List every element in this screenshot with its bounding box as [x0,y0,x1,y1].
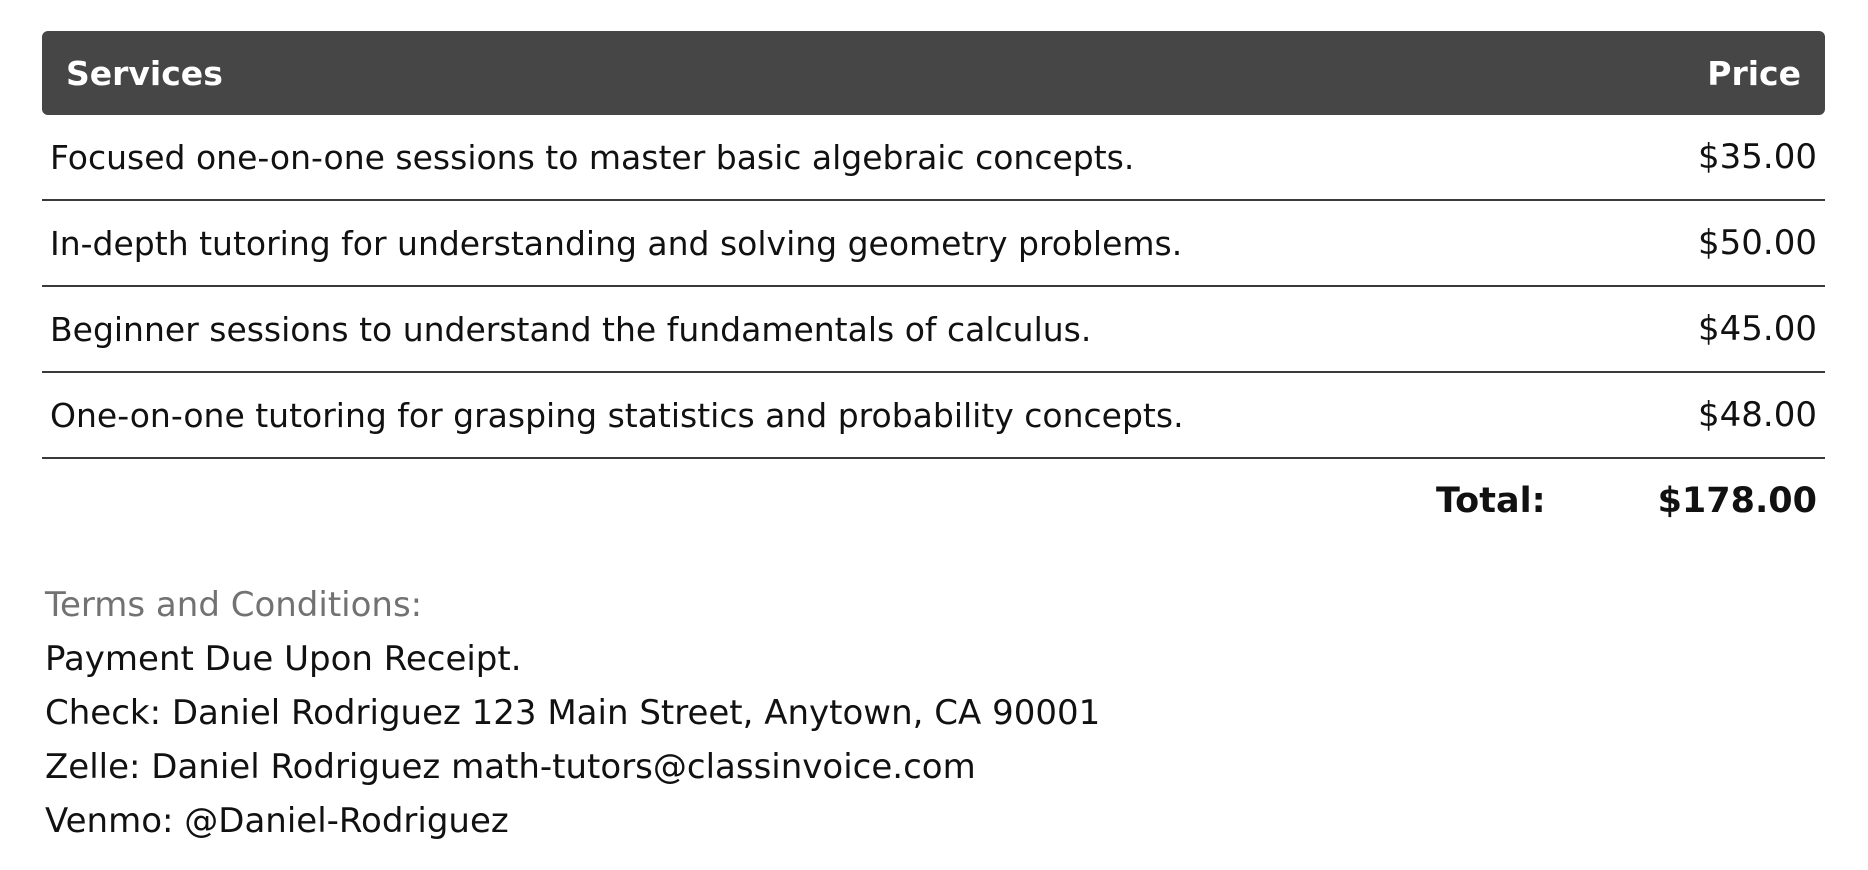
service-description: Focused one-on-one sessions to master basic algebraic concepts. [50,137,1135,177]
terms-section [45,578,1100,848]
table-row [42,287,1825,373]
total-label: Total: [1435,481,1546,521]
total-value: $178.00 [1657,481,1817,521]
terms-line-check: Check: Daniel Rodriguez 123 Main Street, Anytown, CA 90001 [45,693,1101,733]
service-description: In-depth tutoring for understanding and solving geometry problems. [50,223,1183,263]
terms-line-zelle: Zelle: Daniel Rodriguez math-tutors@classinvoice.com [45,747,976,787]
service-price: $48.00 [1698,395,1817,435]
terms-line-venmo: Venmo: @Daniel-Rodriguez [45,801,509,841]
terms-line-payment: Payment Due Upon Receipt. [45,639,522,679]
table-row [42,115,1825,201]
service-price: $35.00 [1698,137,1817,177]
terms-heading: Terms and Conditions: [45,585,423,625]
service-price: $45.00 [1698,309,1817,349]
service-price: $50.00 [1698,223,1817,263]
table-row [42,201,1825,287]
service-description: Beginner sessions to understand the fundamentals of calculus. [50,309,1092,349]
services-column-header: Services [66,53,223,93]
service-description: One-on-one tutoring for grasping statistics and probability concepts. [50,395,1184,435]
table-header [42,31,1825,115]
table-row [42,373,1825,459]
services-table [42,31,1825,543]
price-column-header: Price [1707,53,1801,93]
total-row [42,459,1825,543]
